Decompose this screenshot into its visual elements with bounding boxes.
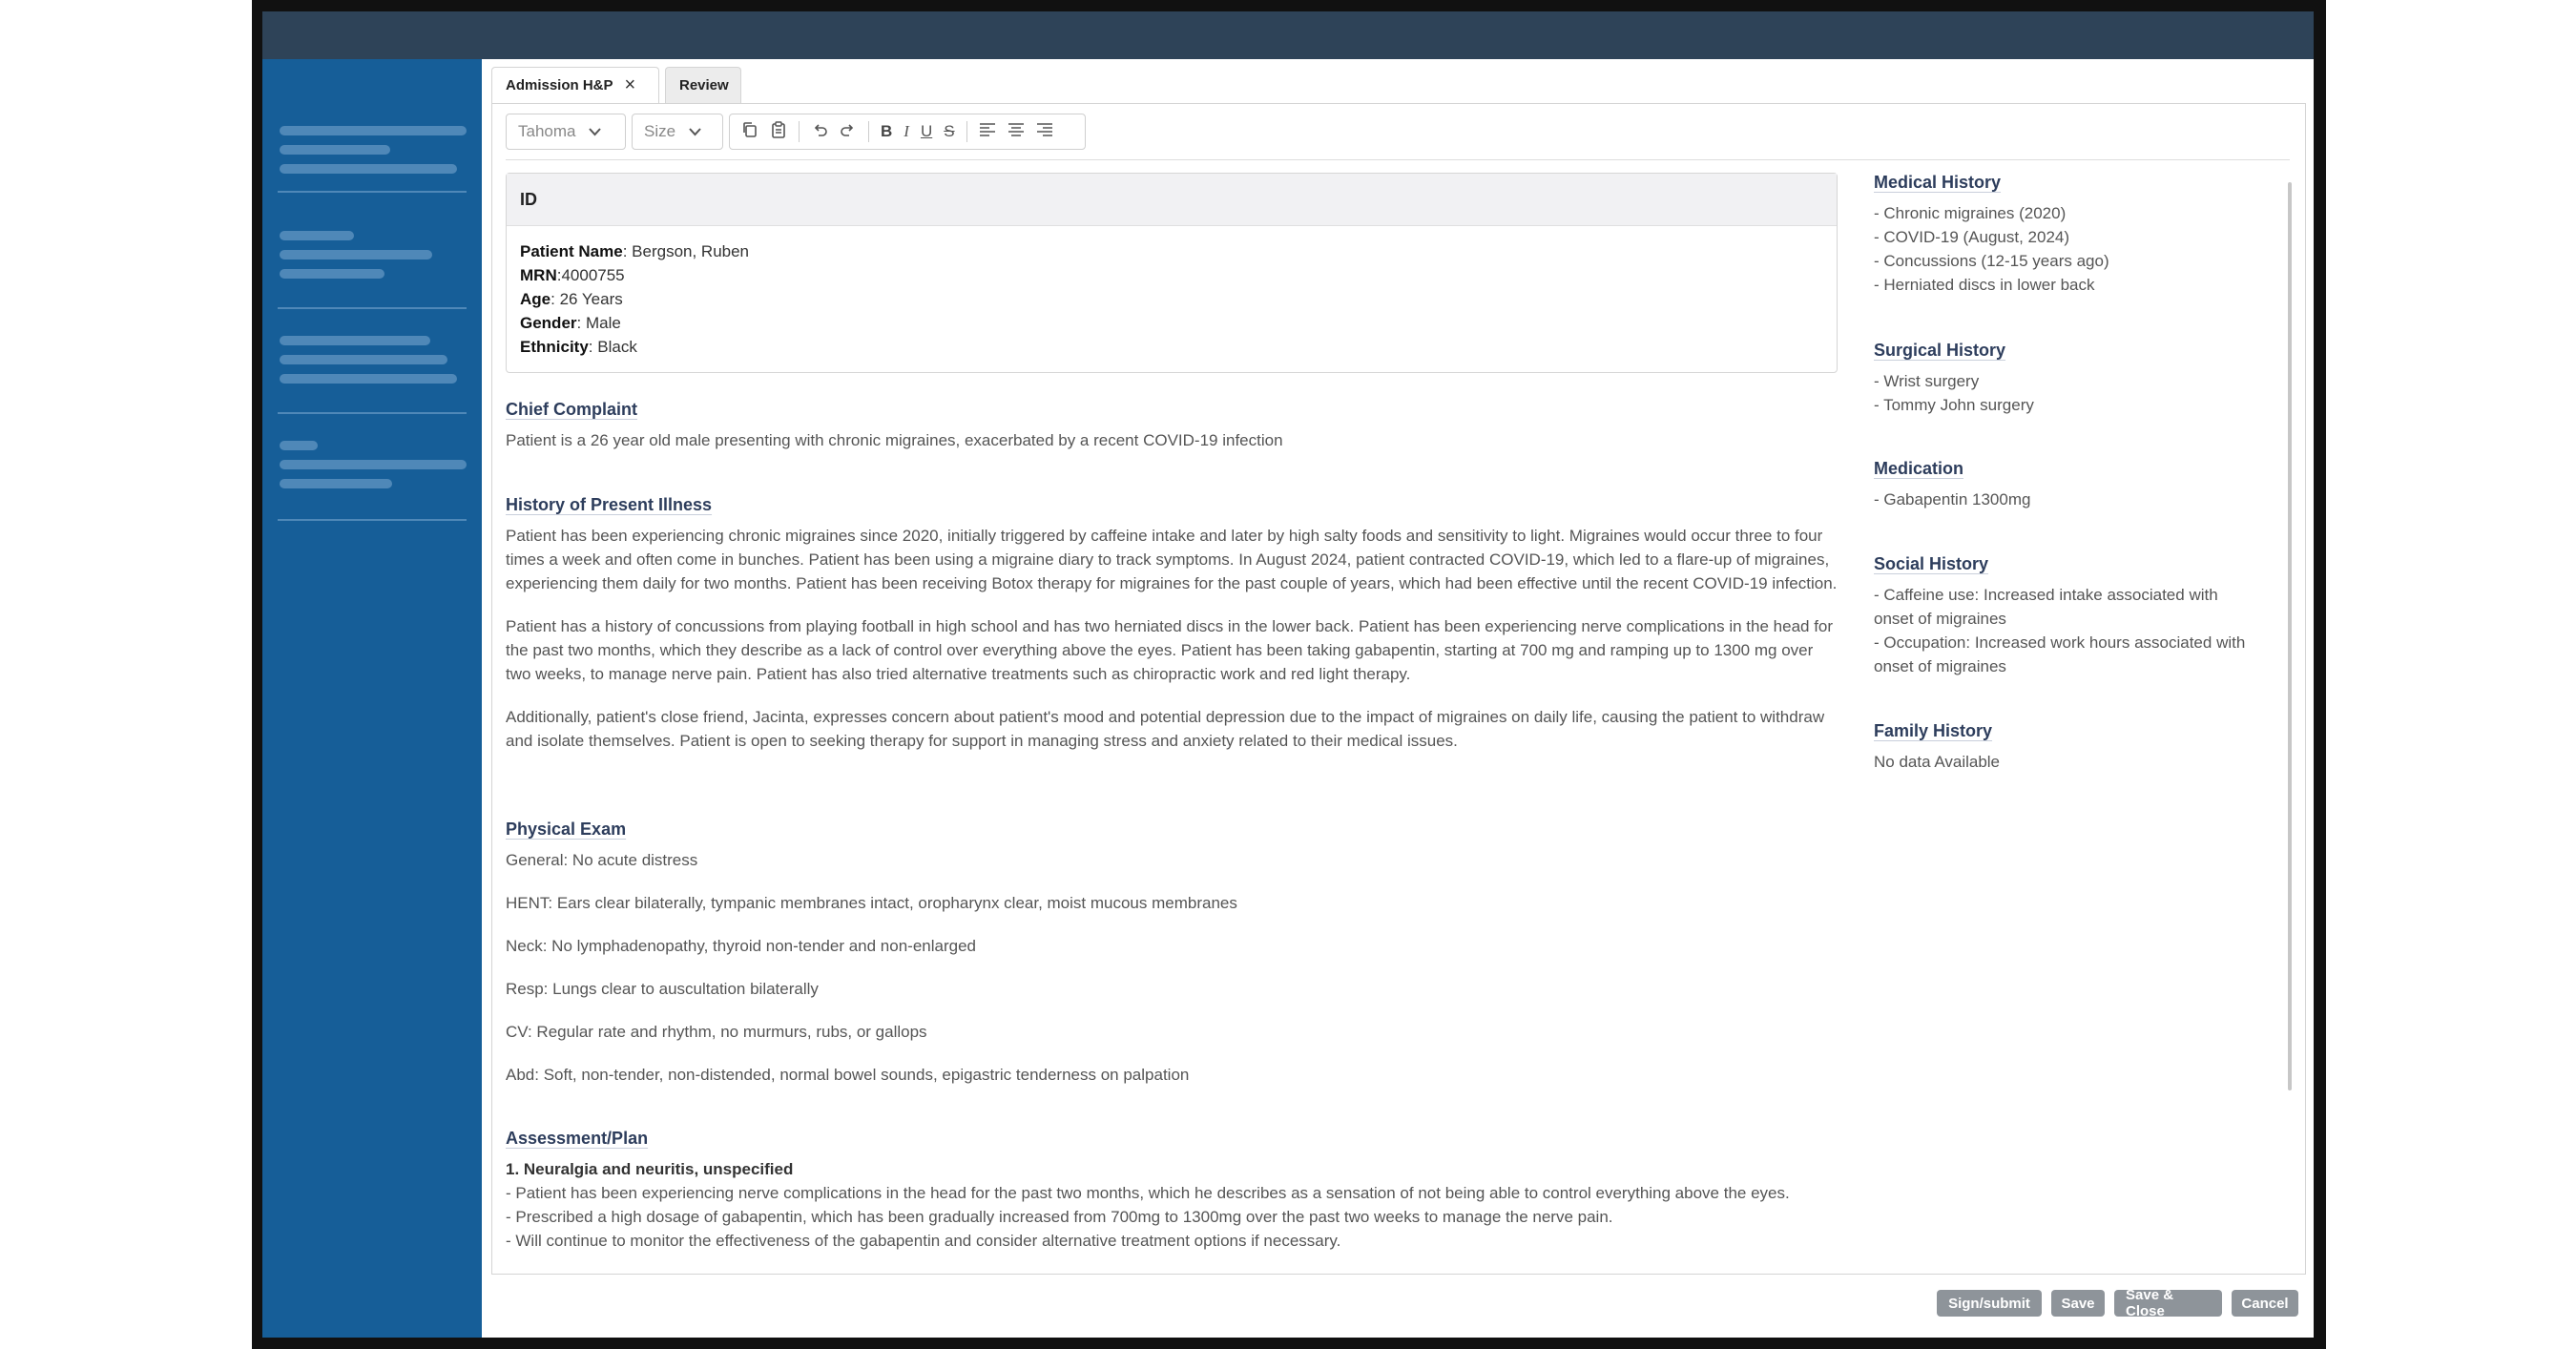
sidebar-placeholder-line[interactable] xyxy=(280,126,467,135)
editor-toolbar xyxy=(506,114,1086,152)
physical-exam-section xyxy=(506,820,1838,1087)
gender-row xyxy=(520,311,1823,335)
italic-icon[interactable]: I xyxy=(904,122,909,140)
patient-id-box xyxy=(506,173,1838,373)
social-history-section xyxy=(1874,554,2275,678)
toolbar-separator xyxy=(799,121,800,142)
copy-icon[interactable] xyxy=(741,121,758,143)
hpi-paragraph: Patient has a history of concussions from playing football in high school and has two herniated discs in the lower back. Patient has been experiencing nerve complications in the head for the past two months, which they describe as a lack of control over everything above the eyes. Patient has been taking gabapentin, starting at 700 mg and ramping up to 1300 mg over two weeks, to manage nerve pain. Patient has also tried alternative treatments such as chiropractic work and red light therapy. xyxy=(506,617,1834,683)
sidebar-placeholder-line[interactable] xyxy=(280,479,392,488)
font-family-select[interactable] xyxy=(506,114,626,150)
assessment-item-title: 1. Neuralgia and neuritis, unspecified xyxy=(506,1160,794,1178)
panel-item: - Caffeine use: Increased intake associated with onset of migraines xyxy=(1874,586,2218,628)
gender-value: Male xyxy=(585,314,621,332)
sidebar-placeholder-line[interactable] xyxy=(280,164,457,174)
hpi-paragraph: Patient has been experiencing chronic migraines since 2020, initially triggered by caffeine intake and later by high salty foods and sensitivity to light. Migraines would occur three to four times a week and often come in bunches. Patient has been using a migraine diary to track symptoms. In August 2024, patient contracted COVID-19, which led to a flare-up of migraines, experiencing them daily for two months. Patient has been receiving Botox therapy for migraines for the past couple of years, which had been effective until the recent COVID-19 infection. xyxy=(506,527,1838,592)
sidebar-placeholder-line[interactable] xyxy=(280,374,457,384)
font-size-label: Size xyxy=(644,122,676,140)
panel-item: - COVID-19 (August, 2024) xyxy=(1874,228,2070,246)
undo-icon[interactable] xyxy=(811,121,828,143)
panel-item: - Concussions (12-15 years ago) xyxy=(1874,252,2109,270)
tab-review[interactable] xyxy=(665,67,741,103)
exam-item: General: No acute distress xyxy=(506,851,698,869)
formatting-buttons xyxy=(729,114,1086,150)
mrn-value: 4000755 xyxy=(561,266,625,284)
field-sep: : xyxy=(556,266,562,284)
field-sep: : xyxy=(588,338,598,356)
field-sep: : xyxy=(622,242,633,260)
sidebar-divider xyxy=(278,412,467,414)
mrn-row xyxy=(520,263,1823,287)
id-section-title: ID xyxy=(507,174,1837,226)
sign-submit-button[interactable]: Sign/submit xyxy=(1937,1290,2042,1317)
redo-icon[interactable] xyxy=(840,121,857,143)
sidebar-placeholder-line[interactable] xyxy=(280,355,447,364)
save-button[interactable]: Save xyxy=(2051,1290,2105,1317)
sidebar-placeholder-line[interactable] xyxy=(280,460,467,469)
toolbar-separator xyxy=(868,121,869,142)
chevron-down-icon xyxy=(589,125,601,139)
section-heading: Chief Complaint xyxy=(506,400,637,419)
field-label: Age xyxy=(520,290,551,308)
toolbar-divider xyxy=(506,159,2290,160)
field-sep: : xyxy=(551,290,560,308)
tab-label: Review xyxy=(679,77,729,93)
panel-heading: Medication xyxy=(1874,459,1964,478)
sidebar-divider xyxy=(278,519,467,521)
cancel-button[interactable]: Cancel xyxy=(2232,1290,2298,1317)
tab-label: Admission H&P xyxy=(506,77,613,93)
chevron-down-icon xyxy=(689,125,701,139)
assessment-line: - Patient has been experiencing nerve complications in the head for the past two months, which he describes as a sensation of not being able to control everything above the eyes. xyxy=(506,1184,1790,1202)
panel-item: No data Available xyxy=(1874,753,2001,771)
sidebar-placeholder-line[interactable] xyxy=(280,441,318,450)
sidebar-divider xyxy=(278,307,467,309)
panel-item: - Wrist surgery xyxy=(1874,372,1980,390)
sidebar-placeholder-line[interactable] xyxy=(280,250,432,259)
panel-item: - Herniated discs in lower back xyxy=(1874,276,2095,294)
scrollbar[interactable] xyxy=(2288,182,2292,1090)
patient-name-row xyxy=(520,239,1823,263)
exam-item: Abd: Soft, non-tender, non-distended, normal bowel sounds, epigastric tenderness on palpation xyxy=(506,1066,1190,1084)
panel-heading: Medical History xyxy=(1874,173,2002,192)
align-center-icon[interactable] xyxy=(1008,122,1025,142)
family-history-section xyxy=(1874,721,2275,774)
patient-name-value: Bergson, Ruben xyxy=(632,242,750,260)
ethnicity-value: Black xyxy=(597,338,637,356)
panel-item: - Occupation: Increased work hours associated with onset of migraines xyxy=(1874,633,2246,675)
surgical-history-section xyxy=(1874,341,2275,417)
sidebar-placeholder-line[interactable] xyxy=(280,145,390,155)
field-label: Gender xyxy=(520,314,577,332)
paste-icon[interactable] xyxy=(770,121,787,143)
align-left-icon[interactable] xyxy=(979,122,996,142)
note-body[interactable] xyxy=(506,173,1838,1270)
field-label: Patient Name xyxy=(520,242,623,260)
ethnicity-row xyxy=(520,335,1823,359)
sidebar-placeholder-line[interactable] xyxy=(280,269,384,279)
age-row xyxy=(520,287,1823,311)
toolbar-separator xyxy=(966,121,967,142)
hpi-paragraph: Additionally, patient's close friend, Jacinta, expresses concern about patient's mood and potential depression due to the impact of migraines on daily life, causing the patient to withdraw and isolate themselves. Patient is open to seeking therapy for support in managing stress and anxiety related to their medical issues. xyxy=(506,708,1825,750)
panel-item: - Gabapentin 1300mg xyxy=(1874,490,2031,508)
medical-history-section xyxy=(1874,173,2275,297)
align-right-icon[interactable] xyxy=(1036,122,1053,142)
tab-admission-hp[interactable] xyxy=(491,67,659,103)
panel-item: - Chronic migraines (2020) xyxy=(1874,204,2067,222)
sidebar-placeholder-line[interactable] xyxy=(280,231,354,240)
hpi-section xyxy=(506,495,1838,753)
field-label: Ethnicity xyxy=(520,338,589,356)
panel-heading: Surgical History xyxy=(1874,341,2006,360)
section-heading: Physical Exam xyxy=(506,820,627,839)
section-heading: Assessment/Plan xyxy=(506,1129,649,1148)
chief-complaint-text: Patient is a 26 year old male presenting with chronic migraines, exacerbated by a recent COVID-19 infection xyxy=(506,431,1283,449)
content-area xyxy=(482,59,2314,1338)
top-bar xyxy=(262,11,2314,59)
field-label: MRN xyxy=(520,266,557,284)
field-sep: : xyxy=(576,314,586,332)
assessment-line: - Prescribed a high dosage of gabapentin, which has been gradually increased from 700mg to 1300mg over the past two weeks to manage the nerve pain. xyxy=(506,1208,1613,1226)
underline-icon[interactable]: U xyxy=(920,122,933,140)
exam-item: Resp: Lungs clear to auscultation bilaterally xyxy=(506,980,819,998)
assessment-line: - Will continue to monitor the effectiveness of the gabapentin and consider alternative treatment options if necessary. xyxy=(506,1232,1341,1250)
assessment-plan-section xyxy=(506,1129,1838,1253)
save-close-button[interactable]: Save & Close xyxy=(2114,1290,2222,1317)
font-size-select[interactable] xyxy=(632,114,723,150)
panel-heading: Family History xyxy=(1874,721,1993,740)
font-family-label: Tahoma xyxy=(518,122,576,140)
sidebar xyxy=(262,59,482,1338)
sidebar-divider xyxy=(278,191,467,193)
sidebar-placeholder-line[interactable] xyxy=(280,336,430,345)
patient-id-fields xyxy=(507,226,1837,359)
panel-item: - Tommy John surgery xyxy=(1874,396,2034,414)
age-value: 26 Years xyxy=(559,290,623,308)
close-icon[interactable]: × xyxy=(624,74,636,95)
panel-heading: Social History xyxy=(1874,554,1989,573)
exam-item: HENT: Ears clear bilaterally, tympanic membranes intact, oropharynx clear, moist mucous membranes xyxy=(506,894,1237,912)
exam-item: Neck: No lymphadenopathy, thyroid non-tender and non-enlarged xyxy=(506,937,976,955)
chief-complaint-section xyxy=(506,400,1838,452)
strikethrough-icon[interactable]: S xyxy=(944,122,955,140)
exam-item: CV: Regular rate and rhythm, no murmurs, rubs, or gallops xyxy=(506,1023,927,1041)
bold-icon[interactable]: B xyxy=(881,122,893,140)
section-heading: History of Present Illness xyxy=(506,495,713,514)
action-buttons xyxy=(1937,1287,2298,1319)
medication-section xyxy=(1874,459,2275,511)
note-editor xyxy=(491,103,2306,1275)
